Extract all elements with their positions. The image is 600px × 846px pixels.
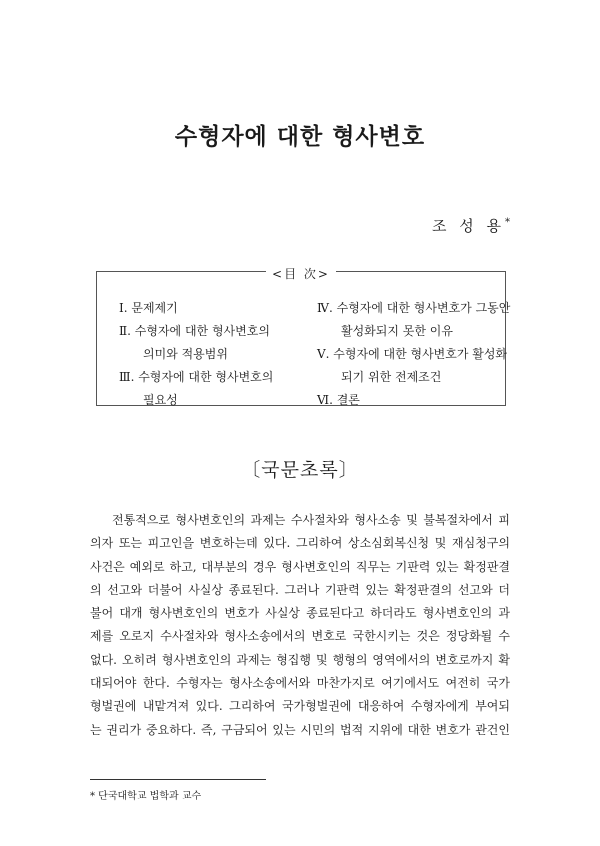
footnote-rule bbox=[90, 779, 266, 780]
paper-title: 수형자에 대한 형사변호 bbox=[174, 123, 426, 150]
body-line: 의자 또는 피고인을 변호하는데 있다. 그리하여 상소심회복신청 및 재심청구의 bbox=[90, 536, 510, 551]
body-line: 제를 오로지 수사절차와 형사소송에서의 변호로 국한시키는 것은 정당화될 수 bbox=[90, 629, 510, 644]
toc-item: Ⅳ. 수형자에 대한 형사변호가 그동안 bbox=[317, 301, 511, 315]
toc-item: 활성화되지 못한 이유 bbox=[341, 324, 453, 338]
body-line: 의 선고와 더불어 사실상 종료된다. 그러나 기판력 있는 확정판결의 선고와 더 bbox=[90, 582, 510, 597]
abstract-body bbox=[90, 509, 510, 742]
toc-heading: <目 次> bbox=[266, 267, 336, 281]
author-name: 조 성 용 bbox=[431, 217, 505, 235]
footnote: * 단국대학교 법학과 교수 bbox=[90, 791, 202, 802]
body-line: 는 권리가 중요하다. 즉, 구금되어 있는 시민의 법적 지위에 대한 변호가 관건인 bbox=[90, 722, 510, 737]
table-of-contents bbox=[96, 267, 511, 407]
author-footnote-mark: * bbox=[505, 217, 510, 228]
toc-item: Ⅵ. 결론 bbox=[317, 393, 360, 407]
body-line: 없다. 오히려 형사변호인의 과제는 형집행 및 행형의 영역에서의 변호로까지 확 bbox=[90, 652, 510, 667]
toc-right-column bbox=[317, 297, 510, 412]
author-line bbox=[432, 215, 510, 236]
body-line: 형벌권에 내맡겨져 있다. 그리하여 국가형벌권에 대응하여 수형자에게 부여되 bbox=[90, 699, 510, 714]
body-line: 불어 대개 형사변호인의 변호가 사실상 종료된다고 하더라도 형사변호인의 과 bbox=[90, 606, 510, 621]
abstract-title: 〔국문초록〕 bbox=[241, 459, 359, 481]
toc-item: Ⅰ. 문제제기 bbox=[119, 301, 178, 315]
toc-left-column bbox=[119, 297, 273, 412]
toc-item: Ⅴ. 수형자에 대한 형사변호가 활성화 bbox=[317, 347, 508, 361]
body-line: 대되어야 한다. 수형자는 형사소송에서와 마찬가지로 여기에서도 여전히 국가 bbox=[90, 676, 510, 691]
toc-item: 되기 위한 전제조건 bbox=[341, 370, 442, 384]
toc-item: Ⅲ. 수형자에 대한 형사변호의 bbox=[119, 370, 274, 384]
body-line: 사건은 예외로 하고, 대부분의 경우 형사변호인의 직무는 기판력 있는 확정판결 bbox=[90, 559, 510, 574]
toc-heading-wrap bbox=[97, 263, 505, 282]
toc-item: 필요성 bbox=[143, 393, 178, 407]
toc-item: Ⅱ. 수형자에 대한 형사변호의 bbox=[119, 324, 270, 338]
toc-item: 의미와 적용범위 bbox=[143, 347, 228, 361]
body-line: 전통적으로 형사변호인의 과제는 수사절차와 형사소송 및 불복절차에서 피 bbox=[112, 513, 510, 527]
